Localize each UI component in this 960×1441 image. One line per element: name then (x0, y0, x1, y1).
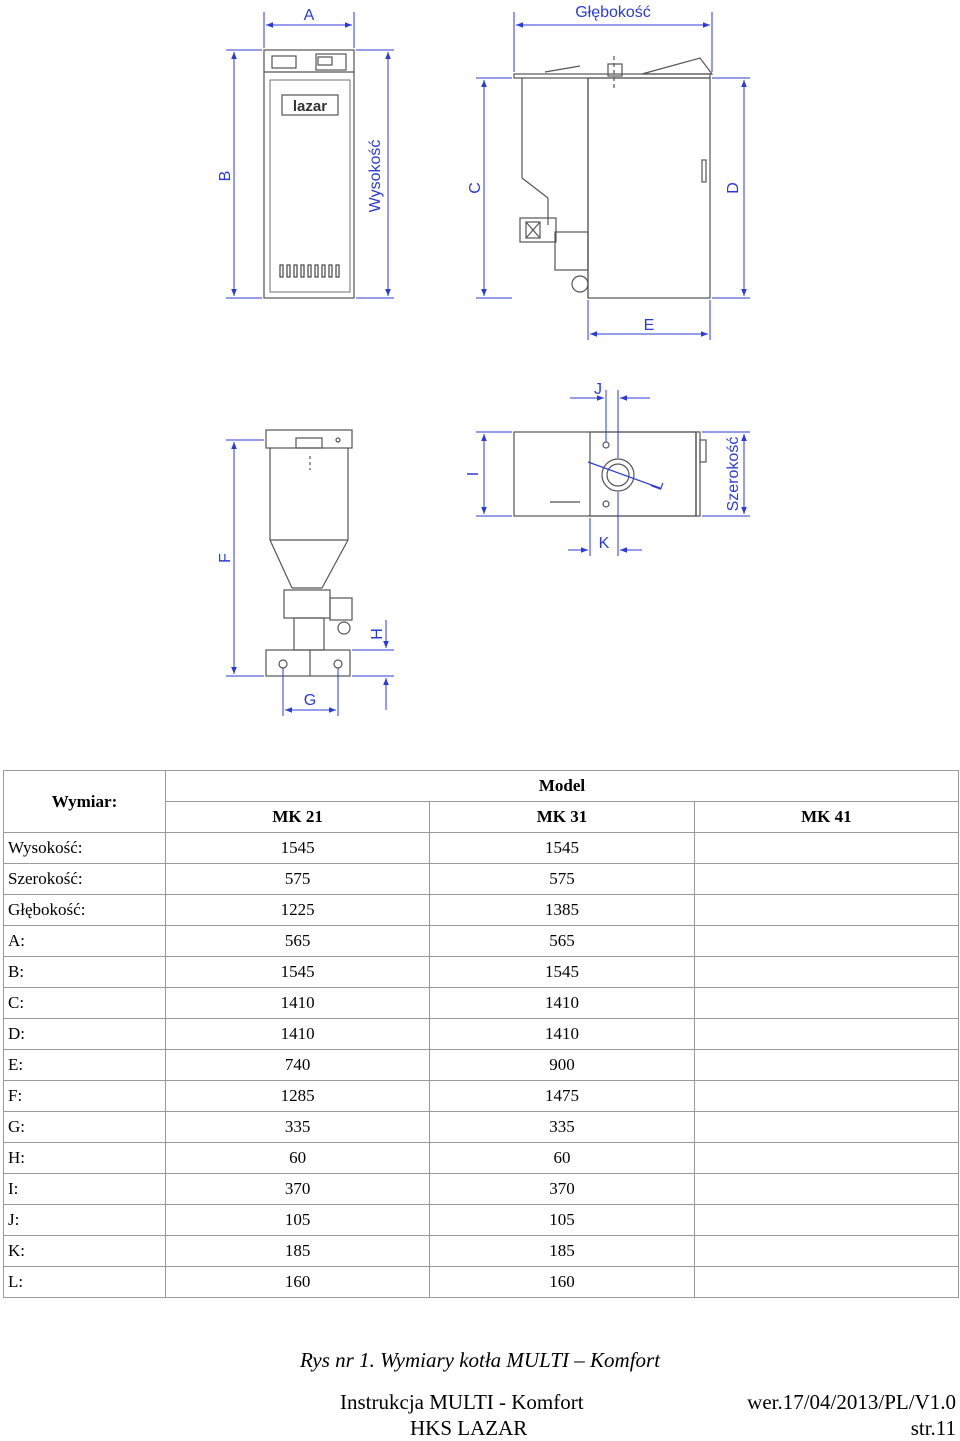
dim-label-b: B (217, 170, 234, 182)
table-row (4, 1050, 959, 1081)
footer-page-number: str.11 (910, 1416, 956, 1440)
table-cell (694, 1112, 958, 1143)
logo-text: lazar (292, 98, 328, 115)
table-cell: 1475 (430, 1081, 694, 1112)
table-cell (694, 1019, 958, 1050)
table-row (4, 864, 959, 895)
dim-label-glebokosc: Głębokość (575, 4, 651, 21)
row-label: I: (4, 1174, 166, 1205)
row-label: B: (4, 957, 166, 988)
table-row (4, 1205, 959, 1236)
footer-company: HKS LAZAR (410, 1416, 528, 1440)
table-cell: 740 (166, 1050, 430, 1081)
row-label: F: (4, 1081, 166, 1112)
dim-label-a: A (303, 7, 315, 24)
dim-label-wysokosc: Wysokość (367, 139, 384, 213)
table-cell (694, 926, 958, 957)
table-cell: 1545 (430, 957, 694, 988)
table-cell: 1410 (166, 988, 430, 1019)
table-row (4, 926, 959, 957)
footer-version: wer.17/04/2013/PL/V1.0 (747, 1390, 956, 1414)
table-cell: 60 (430, 1143, 694, 1174)
vent-slots (280, 265, 339, 277)
row-label: C: (4, 988, 166, 1019)
table-row (4, 957, 959, 988)
model-mk41-header: MK 41 (694, 802, 958, 833)
table-cell: 105 (166, 1205, 430, 1236)
table-cell (694, 1236, 958, 1267)
dim-label-j: J (594, 381, 602, 398)
model-mk31-header: MK 31 (430, 802, 694, 833)
table-cell: 185 (430, 1236, 694, 1267)
table-cell: 565 (166, 926, 430, 957)
table-cell: 1385 (430, 895, 694, 926)
table-cell (694, 1205, 958, 1236)
dim-label-k: K (598, 535, 610, 552)
dim-label-h: H (369, 628, 386, 640)
table-cell: 1410 (430, 1019, 694, 1050)
wymiar-header: Wymiar: (4, 771, 166, 833)
table-cell: 105 (430, 1205, 694, 1236)
table-cell (694, 1050, 958, 1081)
dim-label-c: C (467, 182, 484, 194)
table-cell: 160 (166, 1267, 430, 1298)
dim-label-d: D (725, 182, 742, 194)
table-cell (694, 957, 958, 988)
dim-label-f: F (217, 553, 234, 563)
table-cell: 1225 (166, 895, 430, 926)
table-cell (694, 1267, 958, 1298)
row-label: L: (4, 1267, 166, 1298)
dim-label-szerokosc: Szerokość (725, 436, 742, 512)
table-cell: 900 (430, 1050, 694, 1081)
table-row (4, 1019, 959, 1050)
table-cell: 565 (430, 926, 694, 957)
dim-label-g: G (303, 692, 317, 709)
front-view (264, 50, 354, 298)
figure-caption: Rys nr 1. Wymiary kotła MULTI – Komfort (299, 1348, 661, 1372)
table-cell: 335 (166, 1112, 430, 1143)
model-mk21-header: MK 21 (166, 802, 430, 833)
dimensions-table (3, 770, 959, 1298)
table-cell: 1410 (430, 988, 694, 1019)
table-cell: 1545 (166, 833, 430, 864)
table-row (4, 833, 959, 864)
model-header: Model (166, 771, 959, 802)
table-cell: 335 (430, 1112, 694, 1143)
row-label: G: (4, 1112, 166, 1143)
table-cell (694, 1081, 958, 1112)
row-label: A: (4, 926, 166, 957)
row-label: H: (4, 1143, 166, 1174)
table-row (4, 1143, 959, 1174)
table-cell (694, 895, 958, 926)
dim-label-l: L (648, 478, 668, 493)
table-cell: 370 (166, 1174, 430, 1205)
table-cell: 1285 (166, 1081, 430, 1112)
table-row (4, 1174, 959, 1205)
table-cell: 1545 (430, 833, 694, 864)
side-view (514, 56, 712, 298)
row-label: J: (4, 1205, 166, 1236)
table-cell (694, 833, 958, 864)
table-cell: 1545 (166, 957, 430, 988)
dim-label-e: E (643, 317, 655, 334)
rear-view (266, 430, 352, 676)
dimension-lines (226, 12, 750, 716)
dim-label-i: I (465, 471, 482, 477)
table-cell: 60 (166, 1143, 430, 1174)
dimensions-table-body (4, 833, 959, 1298)
table-cell: 160 (430, 1267, 694, 1298)
table-row (4, 1112, 959, 1143)
row-label: E: (4, 1050, 166, 1081)
table-row (4, 1267, 959, 1298)
row-label: Szerokość: (4, 864, 166, 895)
table-cell: 370 (430, 1174, 694, 1205)
table-row (4, 988, 959, 1019)
table-cell (694, 988, 958, 1019)
table-cell: 1410 (166, 1019, 430, 1050)
table-row (4, 895, 959, 926)
row-label: D: (4, 1019, 166, 1050)
table-row (4, 1081, 959, 1112)
table-cell: 185 (166, 1236, 430, 1267)
row-label: Wysokość: (4, 833, 166, 864)
row-label: Głębokość: (4, 895, 166, 926)
table-cell (694, 1174, 958, 1205)
table-cell (694, 864, 958, 895)
row-label: K: (4, 1236, 166, 1267)
table-cell: 575 (430, 864, 694, 895)
top-view (514, 432, 706, 516)
footer-manual-title: Instrukcja MULTI - Komfort (340, 1390, 584, 1414)
table-cell (694, 1143, 958, 1174)
table-row (4, 1236, 959, 1267)
table-cell: 575 (166, 864, 430, 895)
